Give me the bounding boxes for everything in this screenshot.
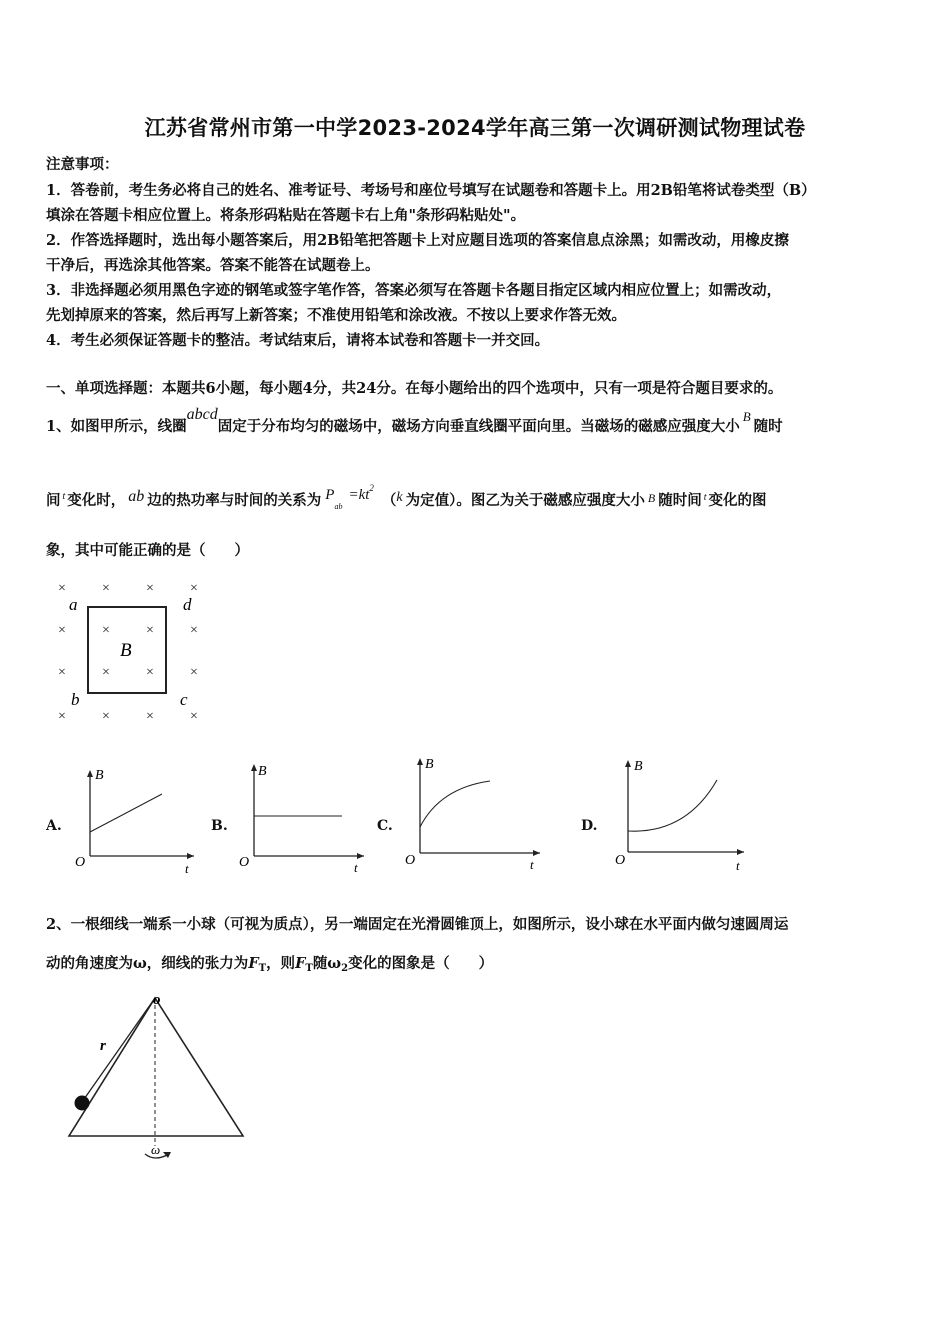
option-d-graph[interactable] <box>608 752 753 874</box>
apex-label: o <box>153 992 161 1008</box>
corner-c: c <box>180 690 188 709</box>
notice-line: 填涂在答题卡相应位置上。将条形码粘贴在答题卡右上角"条形码粘贴处"。 <box>46 207 526 224</box>
notice-line: 干净后，再选涂其他答案。答案不能答在试题卷上。 <box>46 257 380 274</box>
corner-d: d <box>183 595 192 614</box>
option-c-graph[interactable] <box>400 750 550 874</box>
svg-text:B: B <box>425 757 434 772</box>
option-a-graph[interactable] <box>70 762 200 874</box>
svg-text:×: × <box>58 581 66 596</box>
svg-text:×: × <box>58 665 66 680</box>
svg-text:B: B <box>634 759 643 774</box>
option-b-graph[interactable] <box>234 756 369 874</box>
svg-text:×: × <box>146 709 154 724</box>
svg-text:B: B <box>258 764 267 779</box>
page-title: 江苏省常州市第一中学2023-2024学年高三第一次调研测试物理试卷 <box>144 116 806 140</box>
corner-a: a <box>69 595 78 614</box>
curve-convex-increase <box>628 780 717 831</box>
curve-linear-increase <box>90 794 162 832</box>
svg-text:B: B <box>95 768 104 783</box>
notice-line: 4．考生必须保证答题卡的整洁。考试结束后，请将本试卷和答题卡一并交回。 <box>46 332 550 349</box>
field-label: B <box>120 640 132 661</box>
svg-text:×: × <box>146 581 154 596</box>
svg-text:×: × <box>102 581 110 596</box>
svg-text:×: × <box>146 623 154 638</box>
curve-concave-increase <box>420 781 490 827</box>
svg-text:×: × <box>190 581 198 596</box>
svg-text:O: O <box>405 853 416 868</box>
svg-text:×: × <box>190 665 198 680</box>
svg-text:t: t <box>354 860 358 874</box>
question-2-line-1: 2、一根细线一端系一小球（可视为质点），另一端固定在光滑圆锥顶上，如图所示，设小球在水平面内做匀速圆周运 <box>46 916 789 933</box>
radius-label: r <box>100 1038 106 1054</box>
svg-text:×: × <box>102 709 110 724</box>
question-1-line-2: 间 $^t$ 变化时， ab 边的热功率与时间的关系为 $P_{ab}=kt^2(k$ 为定值）。图乙为关于磁感应强度大小 $^B$ 随时间 $^t$ 变化的图 <box>46 483 767 511</box>
question-1-line-1: 1、如图甲所示，线圈abcd固定于分布均匀的磁场中，磁场方向垂直线圈平面向里。当磁场的磁感应强度大小B随时 <box>46 406 783 435</box>
section-heading: 一、单项选择题：本题共6小题，每小题4分，共24分。在每小题给出的四个选项中，只有一项是符合题目要求的。 <box>46 380 783 397</box>
option-d-label[interactable]: D. <box>581 818 598 834</box>
notice-line: 先划掉原来的答案，然后再写上新答案；不准使用铅笔和涂改液。不按以上要求作答无效。 <box>46 307 626 324</box>
svg-text:×: × <box>190 623 198 638</box>
option-a-label[interactable]: A. <box>46 818 62 834</box>
svg-text:×: × <box>190 709 198 724</box>
svg-text:×: × <box>58 623 66 638</box>
svg-text:t: t <box>530 857 534 872</box>
svg-text:O: O <box>75 855 86 870</box>
question-2-line-2: 动的角速度为ω，细线的张力为$F_T$，则$F_T$随$\omega_2$变化的图象是（ ） <box>46 955 494 974</box>
svg-text:O: O <box>615 853 626 868</box>
svg-text:×: × <box>102 623 110 638</box>
svg-text:t: t <box>185 861 189 874</box>
svg-text:×: × <box>102 665 110 680</box>
cone-outline <box>69 998 243 1136</box>
svg-text:O: O <box>239 855 250 870</box>
notice-line: 1．答卷前，考生务必将自己的姓名、准考证号、考场号和座位号填写在试题卷和答题卡上。用2B铅笔将试卷类型（B） <box>46 182 816 199</box>
string-line <box>82 998 155 1102</box>
coil-figure <box>50 572 210 727</box>
question-1-line-3: 象，其中可能正确的是（ ） <box>46 542 249 559</box>
svg-text:×: × <box>146 665 154 680</box>
notice-line: 3．非选择题必须用黑色字迹的钢笔或签字笔作答，答案必须写在答题卡各题目指定区域内相应位置上；如需改动， <box>46 282 782 299</box>
option-b-label[interactable]: B. <box>211 818 228 834</box>
svg-text:×: × <box>58 709 66 724</box>
notice-heading: 注意事项： <box>46 156 119 173</box>
option-c-label[interactable]: C. <box>377 818 393 834</box>
corner-b: b <box>71 690 80 709</box>
omega-label: ω <box>151 1142 161 1157</box>
ball <box>75 1096 90 1111</box>
notice-line: 2．作答选择题时，选出每小题答案后，用2B铅笔把答题卡上对应题目选项的答案信息点涂黑；如需改动，用橡皮擦 <box>46 232 789 249</box>
svg-text:t: t <box>736 858 740 873</box>
cone-figure <box>55 988 255 1168</box>
